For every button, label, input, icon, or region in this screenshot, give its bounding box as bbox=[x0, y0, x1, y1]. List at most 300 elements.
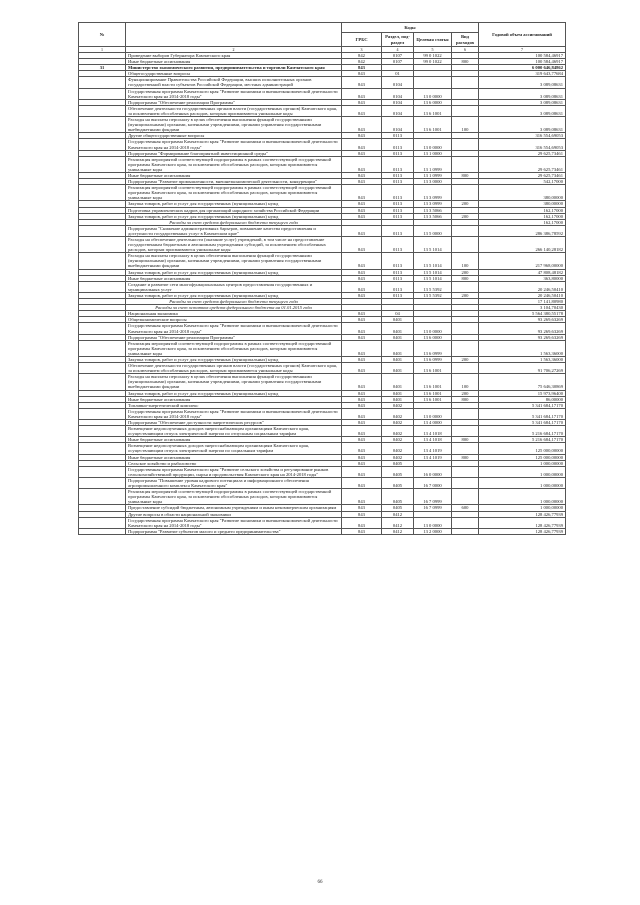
cell-expense-type bbox=[452, 225, 479, 236]
cell-expense-type bbox=[452, 185, 479, 201]
cell-name: Общегосударственные вопросы bbox=[126, 71, 342, 77]
cell-name: Государственная программа Камчатского края "Развитие экономики и внешнеэкономической деятельности Камчатского края на 2014-2018 годы" bbox=[126, 323, 342, 334]
cell-name: Топливно-энергетический комплекс bbox=[126, 402, 342, 408]
cell-amount: 128 426,77939 bbox=[479, 517, 566, 528]
cell-target-article: 13 5 5392 bbox=[414, 292, 452, 298]
cell-name: Закупка товаров, работ и услуг для государственных (муниципальных) нужд bbox=[126, 269, 342, 275]
cell-amount: 100 584,46917 bbox=[479, 53, 566, 59]
cell-target-article: 13 1 0999 bbox=[414, 156, 452, 172]
cell-amount: 125 000,00000 bbox=[479, 443, 566, 454]
cell-name: Подпрограмма "Обеспечение реализации Программы" bbox=[126, 99, 342, 105]
cell-expense-type bbox=[452, 105, 479, 116]
cell-grbs: 843 bbox=[342, 225, 382, 236]
table-row bbox=[79, 443, 566, 454]
cell-grbs: 843 bbox=[342, 253, 382, 269]
cell-target-article: 13 6 0999 bbox=[414, 340, 452, 356]
cell-name: Возмещение недополученных доходов энергоснабжающим организациям Камчатского края, осуществляющим отпуск электрической энергии по социальным тарифам bbox=[126, 443, 342, 454]
cell-expense-type bbox=[452, 237, 479, 253]
cell-name: Реализация мероприятий соответствующей подпрограммы в рамках соответствующей государственной программы Камчатского края, за исключением обособленных расходов, которым присваиваются уникальные коды bbox=[126, 489, 342, 505]
column-number: 3 bbox=[342, 47, 382, 53]
cell-amount: 47 808,48182 bbox=[479, 269, 566, 275]
cell-razdel: 0113 bbox=[382, 179, 414, 185]
cell-grbs: 843 bbox=[342, 237, 382, 253]
cell-grbs: 843 bbox=[342, 466, 382, 477]
cell-name: Подготовка управленческих кадров для организаций народного хозяйства Российской Федерации bbox=[126, 207, 342, 213]
cell-number bbox=[79, 426, 126, 437]
cell-number bbox=[79, 156, 126, 172]
header-grbs: ГРБС bbox=[342, 33, 382, 47]
table-row bbox=[79, 88, 566, 99]
cell-amount: 29 625,73461 bbox=[479, 172, 566, 178]
cell-target-article: 13 6 1001 bbox=[414, 363, 452, 374]
cell-expense-type: 200 bbox=[452, 269, 479, 275]
cell-razdel: 0405 bbox=[382, 466, 414, 477]
cell-expense-type: 800 bbox=[452, 59, 479, 65]
cell-expense-type bbox=[452, 466, 479, 477]
cell-grbs: 843 bbox=[342, 340, 382, 356]
table-body bbox=[79, 53, 566, 535]
table-row bbox=[79, 489, 566, 505]
cell-name: Государственная программа Камчатского края "Развитие экономики и внешнеэкономической деятельности Камчатского края на 2014-2018 годы" bbox=[126, 139, 342, 150]
cell-amount: 1 000,00000 bbox=[479, 466, 566, 477]
cell-amount: 316 554,69053 bbox=[479, 139, 566, 150]
cell-razdel: 0113 bbox=[382, 139, 414, 150]
cell-razdel: 0113 bbox=[382, 292, 414, 298]
column-number: 7 bbox=[479, 47, 566, 53]
header-razdel: Раздел, под-раздел bbox=[382, 33, 414, 47]
cell-name: Иные бюджетные ассигнования bbox=[126, 172, 342, 178]
cell-target-article: 13 0 0000 bbox=[414, 139, 452, 150]
cell-razdel: 0113 bbox=[382, 156, 414, 172]
cell-target-article: 16 0 0000 bbox=[414, 466, 452, 477]
table-row bbox=[79, 466, 566, 477]
cell-name: Расходы на выплаты персоналу в целях обеспечения выполнения функций государственными (муниципальными) органами, казенными учреждениями, органами управления государственными внебюджетными фондами bbox=[126, 253, 342, 269]
cell-razdel: 0402 bbox=[382, 420, 414, 426]
cell-expense-type bbox=[452, 517, 479, 528]
cell-name: Другие общегосударственные вопросы bbox=[126, 133, 342, 139]
cell-name: Закупка товаров, работ и услуг для государственных (муниципальных) нужд bbox=[126, 201, 342, 207]
cell-grbs: 843 bbox=[342, 77, 382, 88]
cell-grbs: 843 bbox=[342, 179, 382, 185]
cell-grbs: 842 bbox=[342, 59, 382, 65]
cell-number bbox=[79, 340, 126, 356]
cell-razdel: 0401 bbox=[382, 396, 414, 402]
cell-amount: 3 089,08631 bbox=[479, 105, 566, 116]
cell-grbs: 843 bbox=[342, 133, 382, 139]
cell-amount: 5 216 684,17170 bbox=[479, 437, 566, 443]
cell-grbs: 843 bbox=[342, 477, 382, 488]
cell-grbs: 843 bbox=[342, 292, 382, 298]
cell-razdel: 0401 bbox=[382, 334, 414, 340]
cell-number bbox=[79, 477, 126, 488]
cell-name: Расходы за счет средств федерального бюджета текущего года bbox=[126, 299, 342, 305]
cell-grbs: 843 bbox=[342, 139, 382, 150]
cell-amount: 17 141,80980 bbox=[479, 299, 566, 305]
cell-name: Закупка товаров, работ и услуг для государственных (муниципальных) нужд bbox=[126, 213, 342, 219]
cell-name: Расходы за счет остатков средств федерального бюджета на 01.01.2015 года bbox=[126, 305, 342, 311]
page-number: 66 bbox=[317, 880, 323, 885]
cell-amount: 6 000 646,84862 bbox=[479, 65, 566, 71]
cell-amount: 1 000,00000 bbox=[479, 489, 566, 505]
cell-grbs: 843 bbox=[342, 528, 382, 534]
cell-name: Реализация мероприятий соответствующей подпрограммы в рамках соответствующей государственной программы Камчатского края, за исключением обособленных расходов, которым присваиваются уникальные коды bbox=[126, 340, 342, 356]
cell-razdel: 0113 bbox=[382, 281, 414, 292]
cell-razdel: 0402 bbox=[382, 402, 414, 408]
cell-grbs: 843 bbox=[342, 281, 382, 292]
cell-expense-type bbox=[452, 363, 479, 374]
cell-amount: 542,17000 bbox=[479, 179, 566, 185]
cell-number bbox=[79, 517, 126, 528]
cell-target-article: 13 5 5392 bbox=[414, 281, 452, 292]
cell-razdel: 0402 bbox=[382, 454, 414, 460]
header-no: № bbox=[79, 23, 126, 47]
cell-grbs: 843 bbox=[342, 356, 382, 362]
cell-grbs: 843 bbox=[342, 437, 382, 443]
cell-number bbox=[79, 363, 126, 374]
cell-target-article: 13 0 0000 bbox=[414, 323, 452, 334]
table-row bbox=[79, 426, 566, 437]
cell-razdel: 0405 bbox=[382, 489, 414, 505]
table-row bbox=[79, 408, 566, 419]
cell-expense-type bbox=[452, 156, 479, 172]
cell-razdel: 0412 bbox=[382, 517, 414, 528]
header-target-article: Целевая статья bbox=[414, 33, 452, 47]
cell-amount: 5 564 380,55178 bbox=[479, 311, 566, 317]
cell-target-article bbox=[414, 77, 452, 88]
cell-razdel: 0113 bbox=[382, 269, 414, 275]
cell-grbs: 843 bbox=[342, 201, 382, 207]
cell-razdel: 0401 bbox=[382, 356, 414, 362]
cell-amount: 29 625,73461 bbox=[479, 150, 566, 156]
budget-table-sheet bbox=[78, 22, 565, 535]
cell-amount: 93 269,63269 bbox=[479, 317, 566, 323]
cell-amount: 5 341 684,17170 bbox=[479, 420, 566, 426]
cell-name: Общеэкономические вопросы bbox=[126, 317, 342, 323]
cell-razdel: 0113 bbox=[382, 133, 414, 139]
table-row bbox=[79, 117, 566, 133]
cell-razdel: 0113 bbox=[382, 185, 414, 201]
cell-grbs: 843 bbox=[342, 396, 382, 402]
cell-number bbox=[79, 408, 126, 419]
cell-amount: 93 269,63269 bbox=[479, 323, 566, 334]
cell-name: Расходы на выплаты персоналу в целях обеспечения выполнения функций государственными (муниципальными) органами, казенными учреждениями, органами управления государственными внебюджетными фондами bbox=[126, 117, 342, 133]
cell-target-article: 13 1 0999 bbox=[414, 172, 452, 178]
cell-amount: 3 089,08631 bbox=[479, 88, 566, 99]
cell-grbs: 843 bbox=[342, 207, 382, 213]
cell-grbs: 843 bbox=[342, 454, 382, 460]
cell-target-article: 13 0 0000 bbox=[414, 408, 452, 419]
cell-name: Закупка товаров, работ и услуг для государственных (муниципальных) нужд bbox=[126, 390, 342, 396]
cell-amount: 1 000,00000 bbox=[479, 460, 566, 466]
cell-number bbox=[79, 185, 126, 201]
cell-grbs: 843 bbox=[342, 105, 382, 116]
table-row bbox=[79, 185, 566, 201]
cell-name: Обеспечение деятельности государственных органов власти (государственных органов) Камчатского края, за исключением обособленных расходов, которым присваиваются уникальные коды bbox=[126, 105, 342, 116]
cell-target-article: 13 3 0000 bbox=[414, 179, 452, 185]
cell-amount: 162,17000 bbox=[479, 213, 566, 219]
cell-target-article: 13 0 0000 bbox=[414, 88, 452, 99]
cell-target-article: 99 0 1022 bbox=[414, 53, 452, 59]
cell-target-article: 13 5 1014 bbox=[414, 253, 452, 269]
cell-name: Иные бюджетные ассигнования bbox=[126, 437, 342, 443]
cell-target-article: 13 1 0000 bbox=[414, 150, 452, 156]
cell-grbs: 843 bbox=[342, 374, 382, 390]
cell-amount: 128 426,77939 bbox=[479, 511, 566, 517]
cell-expense-type bbox=[452, 77, 479, 88]
cell-razdel: 0402 bbox=[382, 426, 414, 437]
cell-target-article: 13 6 1001 bbox=[414, 396, 452, 402]
cell-name: Иные бюджетные ассигнования bbox=[126, 275, 342, 281]
cell-grbs: 843 bbox=[342, 99, 382, 105]
cell-number bbox=[79, 528, 126, 534]
table-row bbox=[79, 323, 566, 334]
cell-number bbox=[79, 443, 126, 454]
cell-razdel: 0405 bbox=[382, 505, 414, 511]
cell-amount: 380,00000 bbox=[479, 201, 566, 207]
cell-target-article: 13 6 1001 bbox=[414, 374, 452, 390]
cell-grbs: 843 bbox=[342, 511, 382, 517]
cell-amount: 20 246,50410 bbox=[479, 292, 566, 298]
cell-name: Государственная программа Камчатского края "Развитие экономики и внешнеэкономической деятельности Камчатского края на 2014-2018 годы" bbox=[126, 88, 342, 99]
column-number: 2 bbox=[126, 47, 342, 53]
cell-expense-type: 600 bbox=[452, 505, 479, 511]
cell-target-article: 13 4 1019 bbox=[414, 443, 452, 454]
cell-amount: 86,00000 bbox=[479, 396, 566, 402]
cell-razdel: 0401 bbox=[382, 317, 414, 323]
cell-razdel: 0402 bbox=[382, 437, 414, 443]
cell-target-article: 13 3 0999 bbox=[414, 185, 452, 201]
cell-expense-type: 200 bbox=[452, 356, 479, 362]
cell-expense-type: 200 bbox=[452, 292, 479, 298]
cell-grbs: 843 bbox=[342, 408, 382, 419]
cell-razdel: 0113 bbox=[382, 207, 414, 213]
cell-name: Другие вопросы в области национальной экономики bbox=[126, 511, 342, 517]
cell-razdel: 0113 bbox=[382, 225, 414, 236]
cell-razdel: 0104 bbox=[382, 117, 414, 133]
cell-name: Проведение выборов Губернатора Камчатского края bbox=[126, 53, 342, 59]
cell-number bbox=[79, 374, 126, 390]
cell-target-article: 13 5 1014 bbox=[414, 275, 452, 281]
cell-expense-type bbox=[452, 323, 479, 334]
cell-amount: 217 968,00000 bbox=[479, 253, 566, 269]
cell-target-article: 13 4 1018 bbox=[414, 437, 452, 443]
cell-name: Подпрограмма "Повышение уровня кадрового потенциала и информационного обеспечения агропромышленного комплекса Камчатского края" bbox=[126, 477, 342, 488]
cell-expense-type: 800 bbox=[452, 396, 479, 402]
cell-razdel: 0402 bbox=[382, 408, 414, 419]
table-row bbox=[79, 77, 566, 88]
cell-amount: 93 269,63269 bbox=[479, 334, 566, 340]
cell-amount: 100 584,46917 bbox=[479, 59, 566, 65]
cell-amount: 3 089,08631 bbox=[479, 77, 566, 88]
header-amount: Годовой объем ассигнований bbox=[479, 23, 566, 47]
table-row bbox=[79, 139, 566, 150]
cell-razdel: 0401 bbox=[382, 340, 414, 356]
cell-razdel: 0104 bbox=[382, 77, 414, 88]
cell-amount: 75 646,30869 bbox=[479, 374, 566, 390]
cell-amount: 5 341 684,17170 bbox=[479, 408, 566, 419]
cell-razdel: 01 bbox=[382, 71, 414, 77]
cell-razdel: 0113 bbox=[382, 253, 414, 269]
cell-grbs: 843 bbox=[342, 71, 382, 77]
cell-razdel: 0113 bbox=[382, 213, 414, 219]
cell-grbs: 843 bbox=[342, 156, 382, 172]
cell-expense-type bbox=[452, 528, 479, 534]
cell-name: Подпрограмма "Развитие промышленности, внешнеэкономической деятельности, конкуренции" bbox=[126, 179, 342, 185]
cell-target-article: 16 7 0000 bbox=[414, 477, 452, 488]
cell-name: Государственная программа Камчатского края "Развитие сельского хозяйства и регулирование рынков сельскохозяйственной продукции, сырья и продовольствия Камчатского края на 2014-2018 годы" bbox=[126, 466, 342, 477]
cell-target-article: 13 6 1001 bbox=[414, 117, 452, 133]
cell-name: Закупка товаров, работ и услуг для государственных (муниципальных) нужд bbox=[126, 292, 342, 298]
cell-razdel: 0113 bbox=[382, 237, 414, 253]
cell-name: Сельское хозяйство и рыболовство bbox=[126, 460, 342, 466]
cell-grbs: 843 bbox=[342, 275, 382, 281]
cell-amount: 319 643,77684 bbox=[479, 71, 566, 77]
cell-amount: 5 341 684,17170 bbox=[479, 402, 566, 408]
cell-grbs: 843 bbox=[342, 390, 382, 396]
cell-amount: 125 000,00000 bbox=[479, 454, 566, 460]
cell-name: Государственная программа Камчатского края "Развитие экономики и внешнеэкономической деятельности Камчатского края на 2014-2018 годы" bbox=[126, 517, 342, 528]
cell-number bbox=[79, 281, 126, 292]
cell-razdel: 0104 bbox=[382, 88, 414, 99]
cell-expense-type: 100 bbox=[452, 253, 479, 269]
cell-amount: 363,80000 bbox=[479, 275, 566, 281]
cell-number bbox=[79, 323, 126, 334]
cell-name: Расходы за счет средств федерального бюджета текущего года bbox=[126, 219, 342, 225]
table-row bbox=[79, 477, 566, 488]
cell-target-article: 13 6 1001 bbox=[414, 390, 452, 396]
cell-razdel: 0113 bbox=[382, 172, 414, 178]
cell-number bbox=[79, 105, 126, 116]
cell-razdel: 0401 bbox=[382, 363, 414, 374]
table-row bbox=[79, 281, 566, 292]
cell-number bbox=[79, 237, 126, 253]
cell-amount: 1 000,00000 bbox=[479, 477, 566, 488]
cell-number bbox=[79, 77, 126, 88]
cell-amount: 5 216 684,17170 bbox=[479, 426, 566, 437]
cell-amount: 91 706,27269 bbox=[479, 363, 566, 374]
cell-number bbox=[79, 225, 126, 236]
cell-amount: 162,17000 bbox=[479, 219, 566, 225]
cell-expense-type: 800 bbox=[452, 454, 479, 460]
cell-name: Реализация мероприятий соответствующей подпрограммы в рамках соответствующей государственной программы Камчатского края, за исключением обособленных расходов, которым присваиваются уникальные коды bbox=[126, 156, 342, 172]
cell-target-article: 13 4 1018 bbox=[414, 426, 452, 437]
cell-grbs: 843 bbox=[342, 460, 382, 466]
cell-razdel: 0402 bbox=[382, 443, 414, 454]
cell-grbs: 843 bbox=[342, 323, 382, 334]
cell-grbs: 843 bbox=[342, 213, 382, 219]
cell-name: Министерство экономического развития, предпринимательства и торговли Камчатского края bbox=[126, 65, 342, 71]
cell-name: Реализация мероприятий соответствующей подпрограммы в рамках соответствующей государственной программы Камчатского края, за исключением обособленных расходов, которым присваиваются уникальные коды bbox=[126, 185, 342, 201]
cell-name: Подпрограмма "Развитие субъектов малого и среднего предпринимательства" bbox=[126, 528, 342, 534]
cell-grbs: 843 bbox=[342, 426, 382, 437]
cell-grbs: 843 bbox=[342, 88, 382, 99]
cell-grbs: 843 bbox=[342, 402, 382, 408]
cell-grbs: 843 bbox=[342, 517, 382, 528]
cell-name: Государственная программа Камчатского края "Развитие экономики и внешнеэкономической деятельности Камчатского края на 2014-2018 годы" bbox=[126, 408, 342, 419]
cell-amount: 29 625,73461 bbox=[479, 156, 566, 172]
cell-expense-type: 200 bbox=[452, 201, 479, 207]
cell-razdel: 0113 bbox=[382, 275, 414, 281]
cell-expense-type bbox=[452, 139, 479, 150]
table-row bbox=[79, 225, 566, 236]
cell-expense-type bbox=[452, 443, 479, 454]
header-codes-group: Коды bbox=[342, 23, 479, 33]
cell-number bbox=[79, 466, 126, 477]
cell-razdel: 0113 bbox=[382, 150, 414, 156]
cell-expense-type: 800 bbox=[452, 437, 479, 443]
cell-name: Иные бюджетные ассигнования bbox=[126, 396, 342, 402]
cell-target-article: 13 6 1001 bbox=[414, 105, 452, 116]
cell-expense-type: 200 bbox=[452, 213, 479, 219]
cell-amount: 162,17000 bbox=[479, 207, 566, 213]
column-number: 1 bbox=[79, 47, 126, 53]
cell-razdel: 0104 bbox=[382, 99, 414, 105]
cell-amount: 1 563,36000 bbox=[479, 340, 566, 356]
cell-expense-type bbox=[452, 426, 479, 437]
cell-amount: 15 973,96400 bbox=[479, 390, 566, 396]
cell-amount: 3 089,08631 bbox=[479, 99, 566, 105]
table-row bbox=[79, 363, 566, 374]
cell-grbs: 843 bbox=[342, 363, 382, 374]
cell-number bbox=[79, 117, 126, 133]
table-row bbox=[79, 237, 566, 253]
cell-grbs: 843 bbox=[342, 505, 382, 511]
cell-expense-type bbox=[452, 489, 479, 505]
cell-expense-type: 200 bbox=[452, 390, 479, 396]
cell-grbs: 843 bbox=[342, 420, 382, 426]
cell-razdel: 0412 bbox=[382, 528, 414, 534]
budget-table bbox=[78, 22, 566, 535]
cell-name: Функционирование Правительства Российской Федерации, высших исполнительных органов государственной власти субъектов Российской Федерации, местных администраций bbox=[126, 77, 342, 88]
cell-amount: 1 000,00000 bbox=[479, 505, 566, 511]
cell-grbs: 843 bbox=[342, 269, 382, 275]
cell-target-article: 13 5 1014 bbox=[414, 269, 452, 275]
cell-target-article: 13 3 5066 bbox=[414, 213, 452, 219]
cell-number bbox=[79, 489, 126, 505]
cell-grbs: 843 bbox=[342, 443, 382, 454]
cell-grbs: 842 bbox=[342, 53, 382, 59]
table-row bbox=[79, 156, 566, 172]
cell-target-article: 13 6 0000 bbox=[414, 99, 452, 105]
cell-target-article: 16 7 0999 bbox=[414, 505, 452, 511]
cell-name: Иные бюджетные ассигнования bbox=[126, 454, 342, 460]
cell-amount: 286 386,78592 bbox=[479, 225, 566, 236]
cell-amount: 128 426,77939 bbox=[479, 528, 566, 534]
table-row bbox=[79, 517, 566, 528]
cell-name: Расходы на обеспечение деятельности (оказание услуг) учреждений, в том числе на предоставление государственным бюджетным и автономным учреждениям субсидий, за исключением обособленных расходов, которым присваиваются уникальные коды bbox=[126, 237, 342, 253]
cell-number bbox=[79, 253, 126, 269]
column-number: 5 bbox=[414, 47, 452, 53]
cell-amount: 3 089,08631 bbox=[479, 117, 566, 133]
table-row bbox=[79, 340, 566, 356]
cell-grbs: 843 bbox=[342, 311, 382, 317]
cell-target-article: 13 2 0000 bbox=[414, 528, 452, 534]
cell-target-article: 13 3 0999 bbox=[414, 201, 452, 207]
header-expense-type: Вид расходов bbox=[452, 33, 479, 47]
cell-target-article: 99 0 1022 bbox=[414, 59, 452, 65]
cell-amount: 20 246,50410 bbox=[479, 281, 566, 292]
cell-name: Возмещение недополученных доходов энергоснабжающим организациям Камчатского края, осуществляющим отпуск электрической энергии по отпускным социальным тарифам bbox=[126, 426, 342, 437]
cell-target-article: 13 4 1019 bbox=[414, 454, 452, 460]
cell-expense-type bbox=[452, 88, 479, 99]
cell-name: Предоставление субсидий бюджетным, автономным учреждениям и иным некоммерческим организациям bbox=[126, 505, 342, 511]
cell-amount: 266 140,28182 bbox=[479, 237, 566, 253]
header-name bbox=[126, 23, 342, 47]
cell-target-article: 13 3 5066 bbox=[414, 207, 452, 213]
cell-razdel: 0104 bbox=[382, 105, 414, 116]
cell-amount: 3 104,70430 bbox=[479, 305, 566, 311]
cell-target-article: 13 4 0000 bbox=[414, 420, 452, 426]
